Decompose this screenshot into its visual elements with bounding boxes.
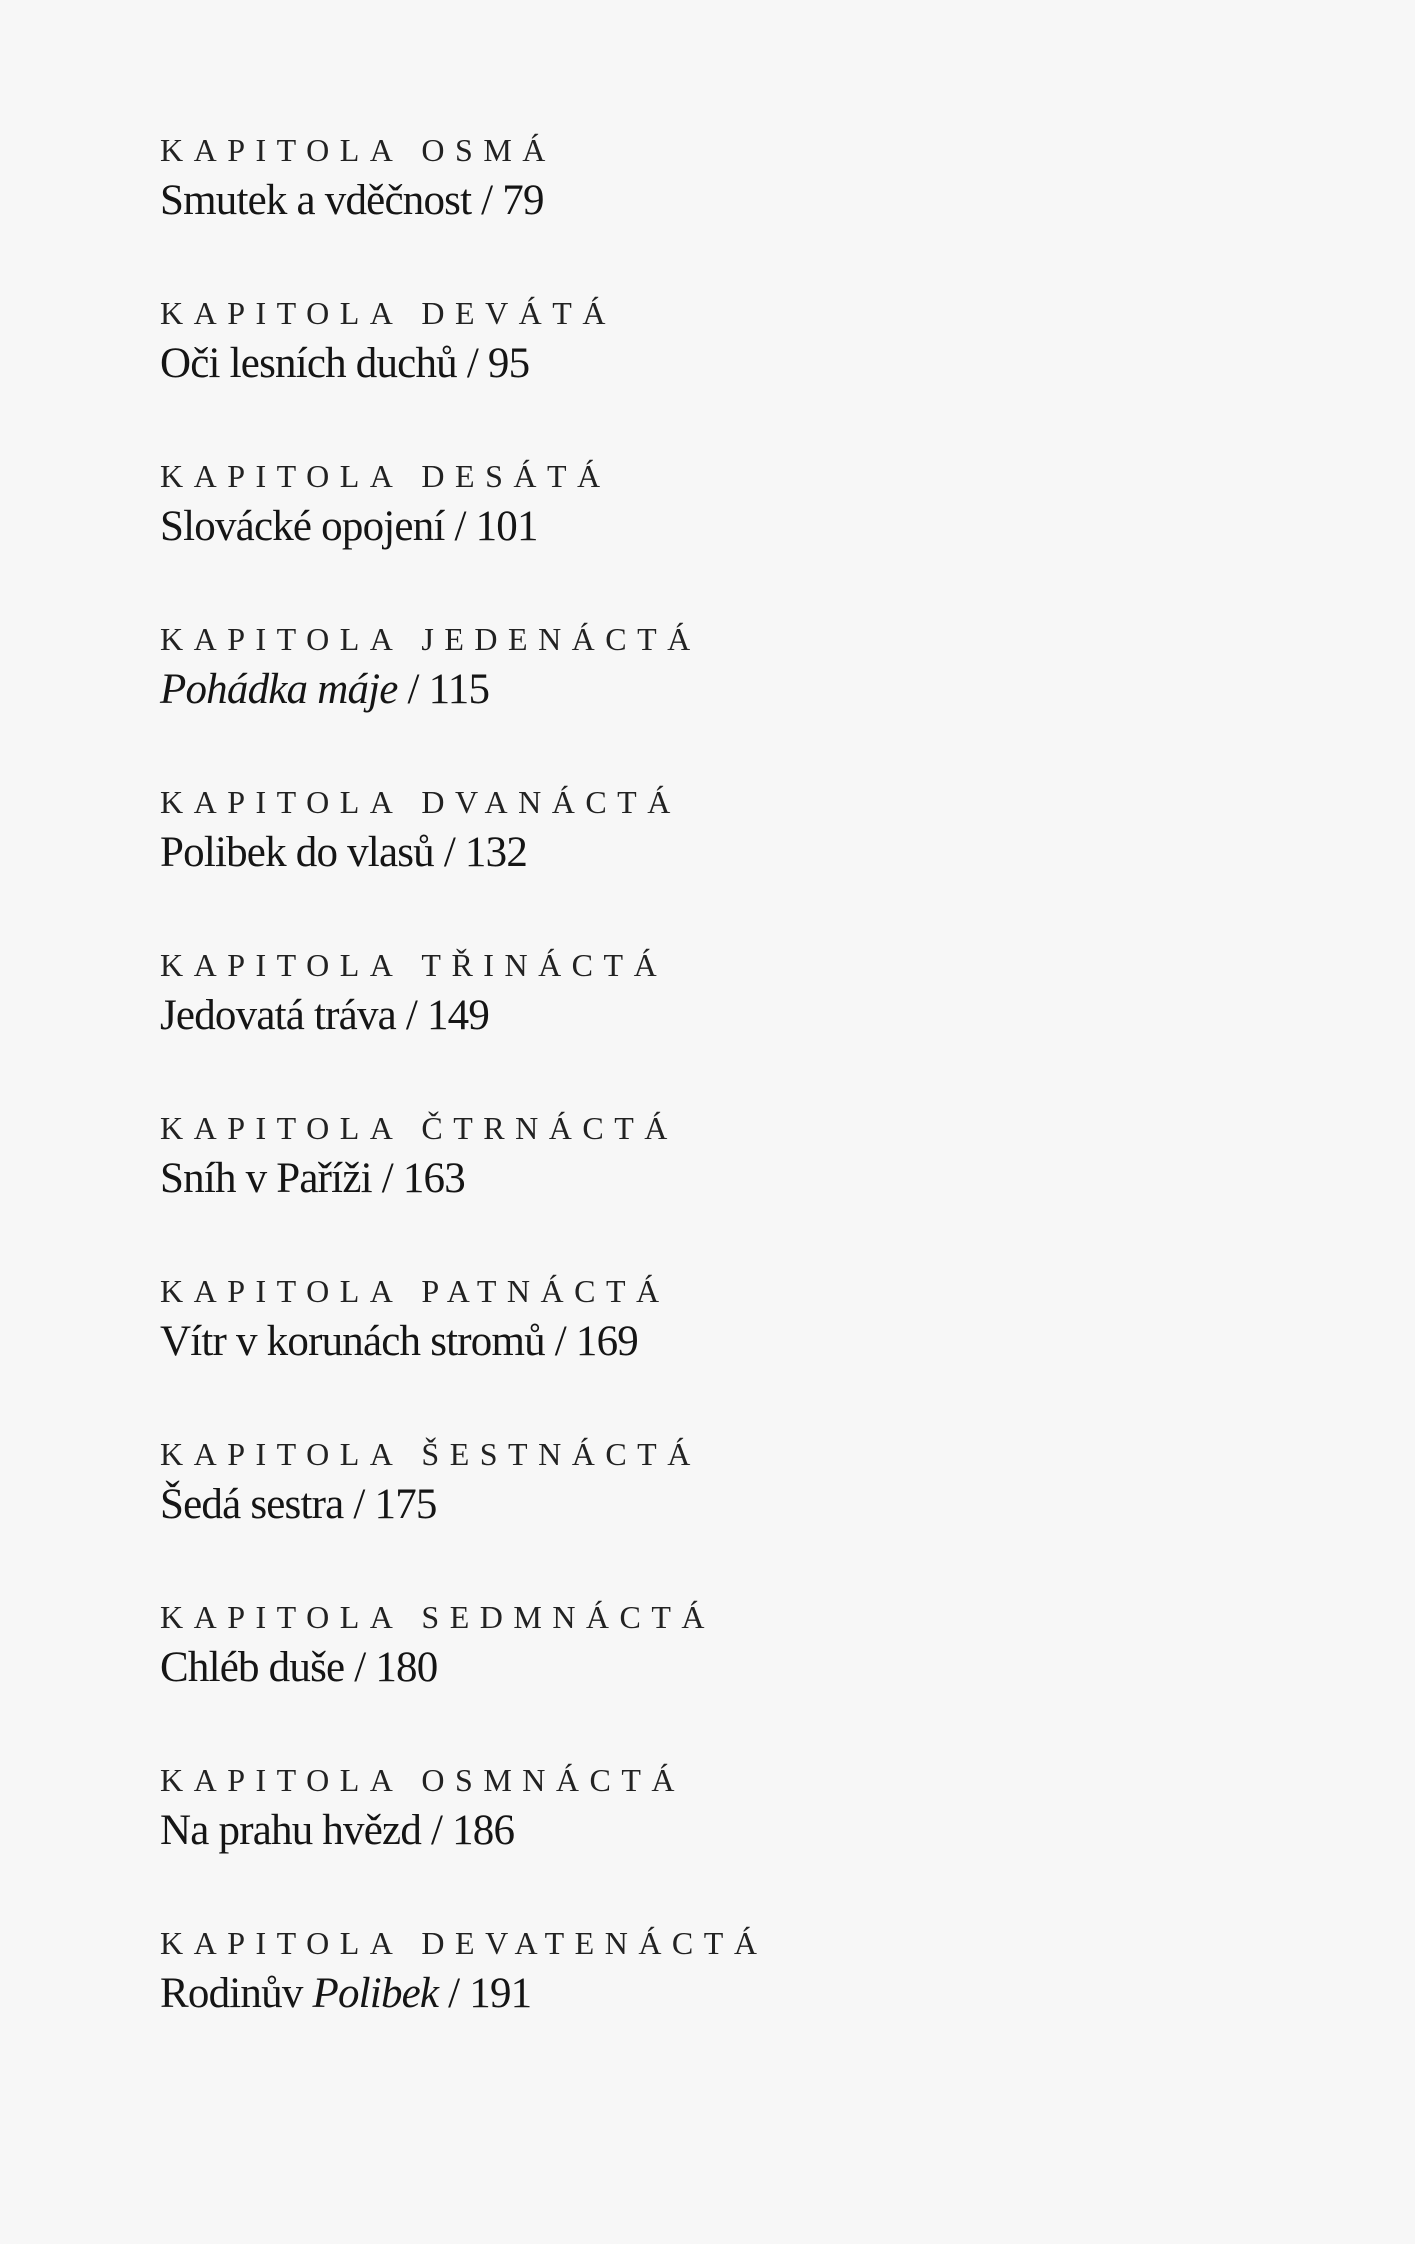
chapter-title: Oči lesních duchů / 95 [160,340,530,387]
chapter-title: Chléb duše / 180 [160,1644,438,1691]
chapter-title: Vítr v korunách stromů / 169 [160,1318,639,1365]
chapter-title: Na prahu hvězd / 186 [160,1807,515,1854]
toc-entry-10 [160,456,1310,619]
page-number: 163 [402,1155,465,1202]
toc-entry-16 [160,1434,1310,1597]
page-number: 149 [426,992,490,1039]
chapter-label: KAPITOLA PATNÁCTÁ [160,1273,670,1309]
chapter-label: KAPITOLA DESÁTÁ [160,458,611,494]
chapter-title: Polibek do vlasů / 132 [160,829,528,876]
chapter-label: KAPITOLA ČTRNÁCTÁ [160,1110,678,1146]
toc-entry-8 [160,130,1310,293]
page-number: 79 [502,177,544,224]
chapter-label: KAPITOLA DEVÁTÁ [160,295,616,331]
toc-entry-13 [160,945,1310,1108]
chapter-label: KAPITOLA SEDMNÁCTÁ [160,1599,716,1635]
chapter-title: Šedá sestra / 175 [160,1481,437,1528]
page-number: 132 [464,829,528,876]
toc-entry-11 [160,619,1310,782]
chapter-title: Pohádka máje / 115 [160,666,490,713]
page-number: 191 [469,1970,532,2017]
chapter-label: KAPITOLA OSMÁ [160,132,556,168]
page-number: 180 [375,1644,438,1691]
chapter-label: KAPITOLA ŠESTNÁCTÁ [160,1436,701,1472]
chapter-label: KAPITOLA DEVATENÁCTÁ [160,1925,768,1961]
toc-entry-17 [160,1597,1310,1760]
toc-entry-12 [160,782,1310,945]
toc-entry-15 [160,1271,1310,1434]
table-of-contents [160,130,1310,2086]
toc-entry-18 [160,1760,1310,1923]
chapter-title: Sníh v Paříži / 163 [160,1155,465,1202]
chapter-title: Smutek a vděčnost / 79 [160,177,544,224]
chapter-title: Jedovatá tráva / 149 [160,992,490,1039]
chapter-label: KAPITOLA OSMNÁCTÁ [160,1762,685,1798]
chapter-label: KAPITOLA JEDENÁCTÁ [160,621,701,657]
page-number: 169 [575,1318,639,1365]
chapter-label: KAPITOLA DVANÁCTÁ [160,784,681,820]
toc-entry-14 [160,1108,1310,1271]
page-number: 95 [487,340,530,387]
toc-entry-9 [160,293,1310,456]
page-number: 115 [428,666,490,713]
chapter-title: Slovácké opojení / 101 [160,503,538,550]
page-number: 186 [452,1807,515,1854]
page-number: 175 [374,1481,437,1528]
toc-entry-19 [160,1923,1310,2086]
chapter-label: KAPITOLA TŘINÁCTÁ [160,947,668,983]
page-number: 101 [475,503,538,550]
chapter-title: Rodinův Polibek / 191 [160,1970,532,2017]
